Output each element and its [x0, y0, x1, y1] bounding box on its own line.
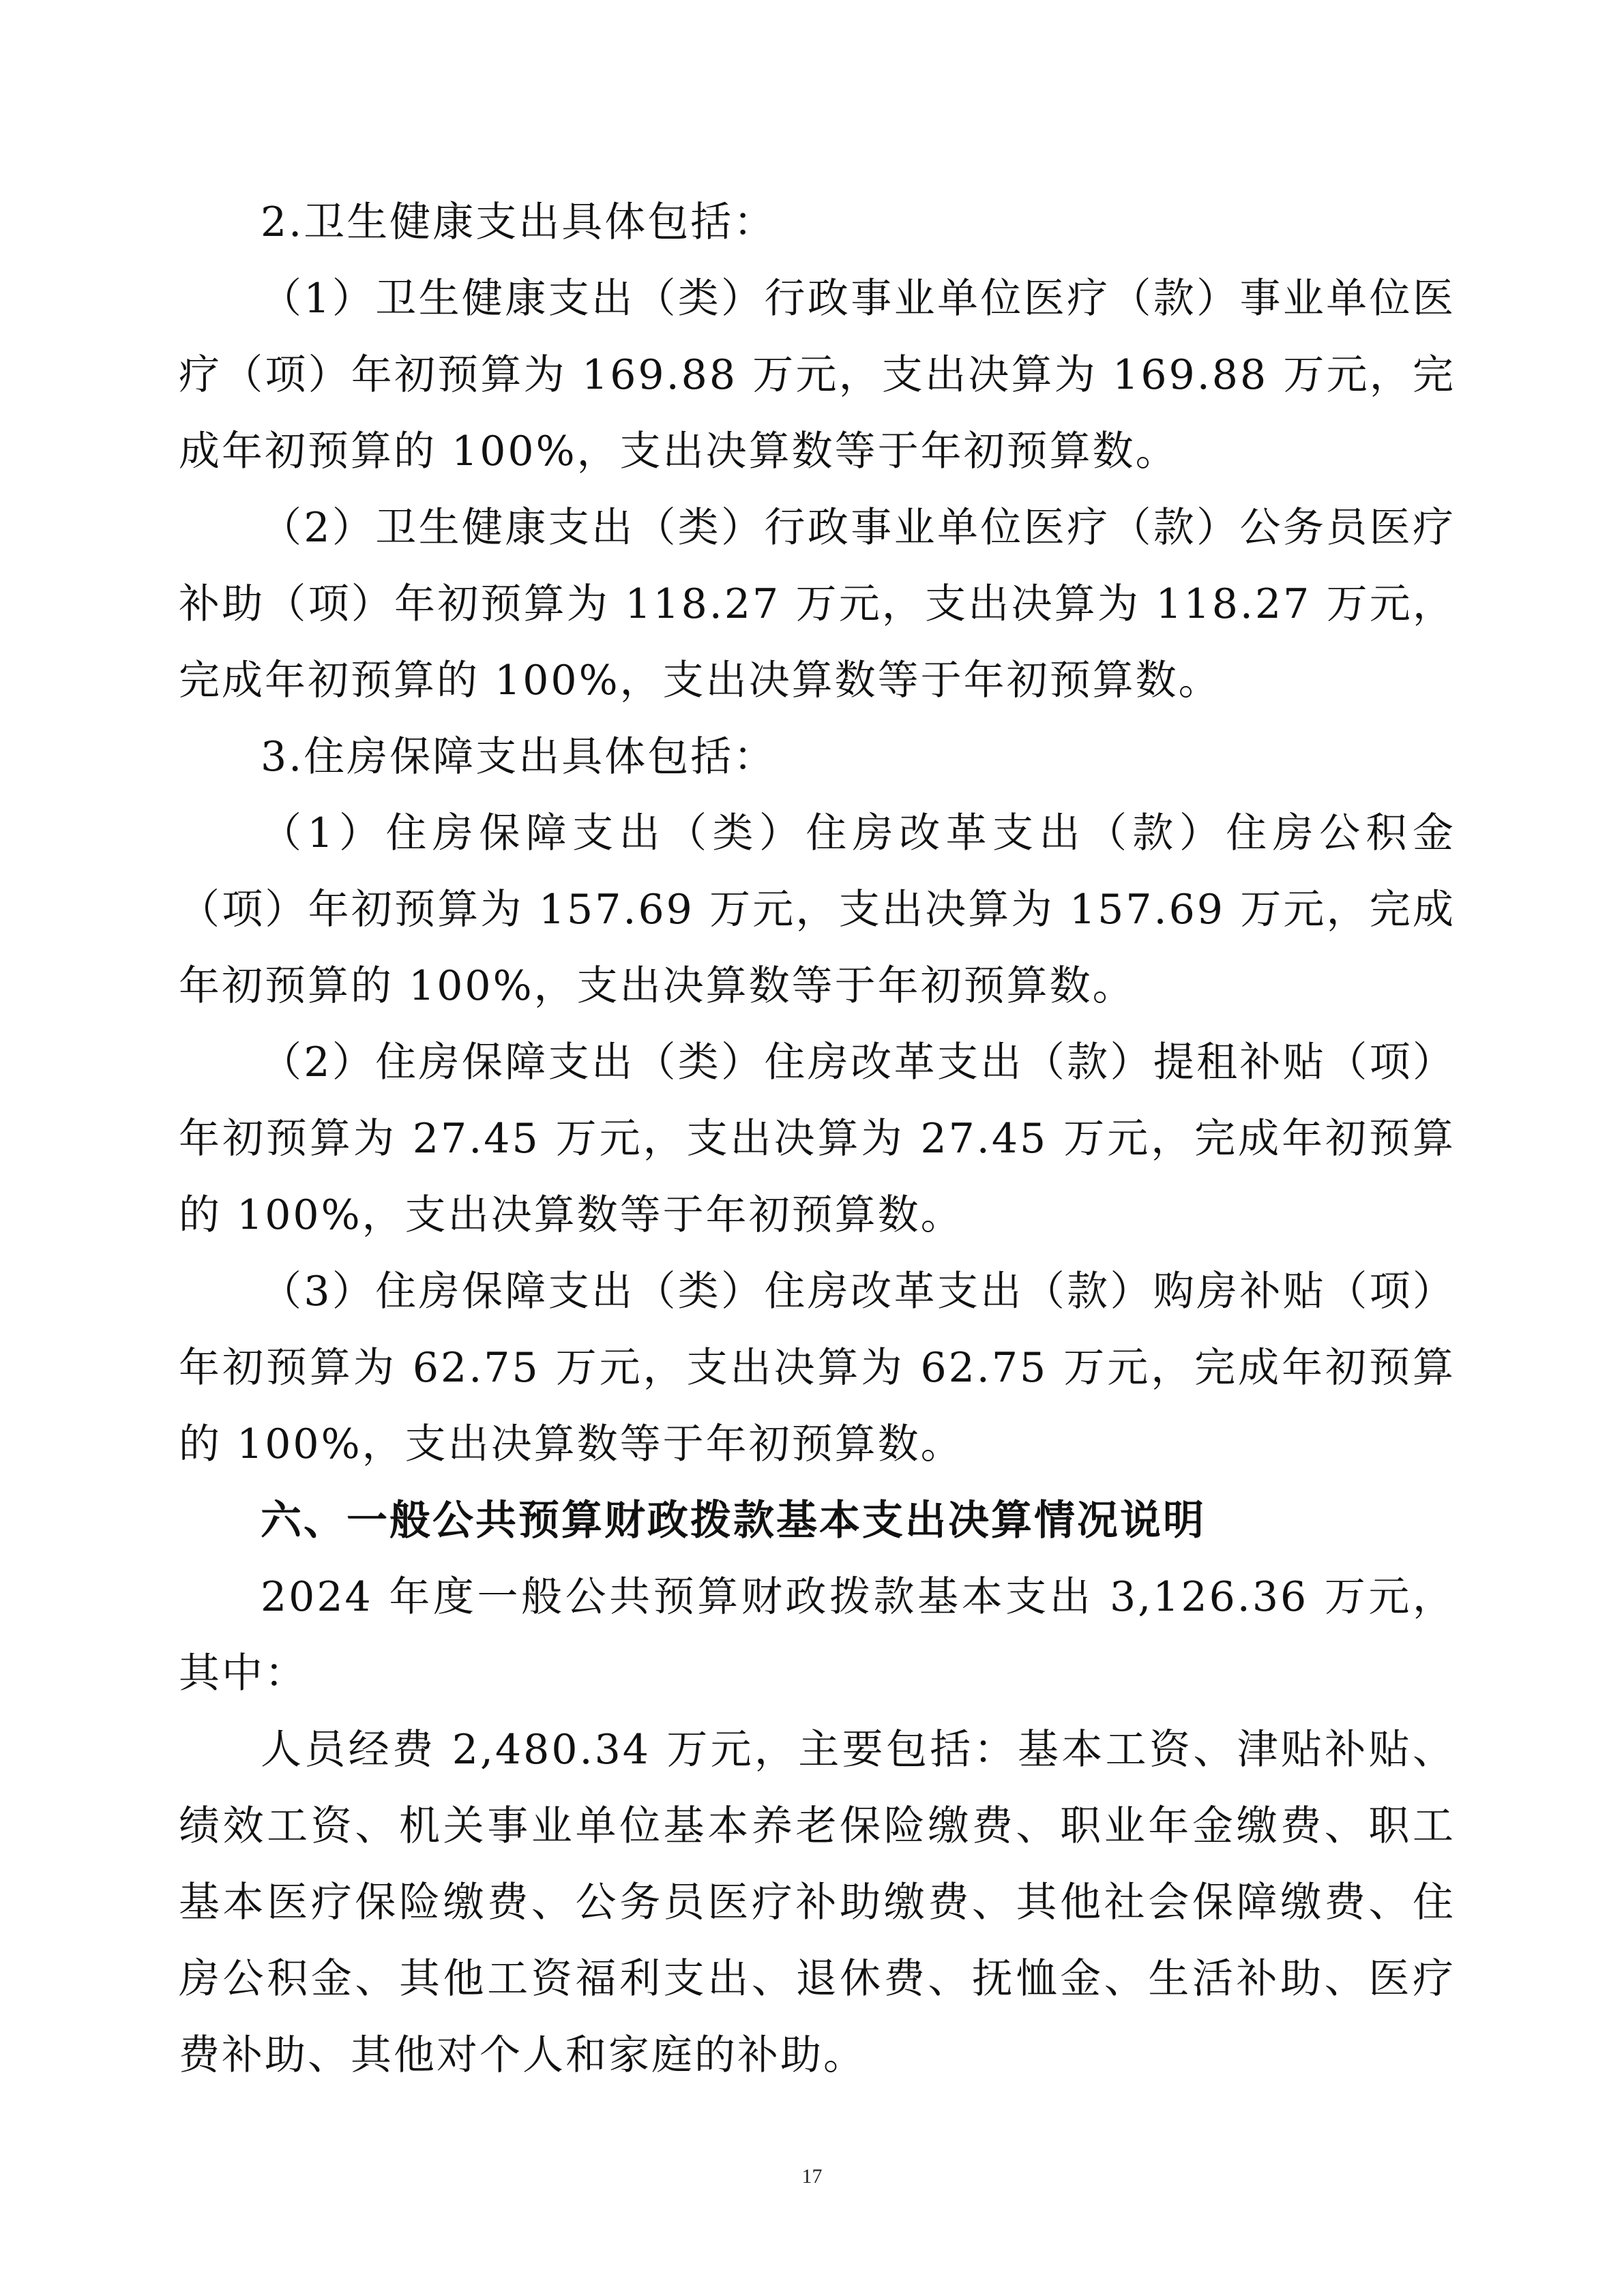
document-body [179, 184, 1456, 2093]
page-number: 17 [801, 2165, 823, 2188]
subsection-title-housing: 3.住房保障支出具体包括： [261, 733, 777, 781]
paragraph-housing-1: （1）住房保障支出（类）住房改革支出（款）住房公积金（项）年初预算为 157.69 万元，支出决算为 157.69 万元，完成年初预算的 100%，支出决算数等于年初预算数。 [179, 809, 1456, 1010]
section-heading: 六、一般公共预算财政拨款基本支出决算情况说明 [261, 1497, 1206, 1545]
paragraph-personnel-expenses: 人员经费 2,480.34 万元，主要包括：基本工资、津贴补贴、绩效工资、机关事业单位基本养老保险缴费、职业年金缴费、职工基本医疗保险缴费、公务员医疗补助缴费、其他社会保障缴费、住房公积金、其他工资福利支出、退休费、抚恤金、生活补助、医疗费补助、其他对个人和家庭的补助。 [179, 1726, 1456, 2079]
paragraph-basic-expenditure: 2024 年度一般公共预算财政拨款基本支出 3,126.36 万元，其中： [179, 1573, 1456, 1697]
subsection-title-health: 2.卫生健康支出具体包括： [261, 198, 777, 246]
paragraph-housing-2: （2）住房保障支出（类）住房改革支出（款）提租补贴（项）年初预算为 27.45 万元，支出决算为 27.45 万元，完成年初预算的 100%，支出决算数等于年初预算数。 [179, 1039, 1456, 1239]
paragraph-health-2: （2）卫生健康支出（类）行政事业单位医疗（款）公务员医疗补助（项）年初预算为 118.27 万元，支出决算为 118.27 万元，完成年初预算的 100%，支出决算数等于年初预算数。 [179, 504, 1456, 704]
paragraph-housing-3: （3）住房保障支出（类）住房改革支出（款）购房补贴（项）年初预算为 62.75 万元，支出决算为 62.75 万元，完成年初预算的 100%，支出决算数等于年初预算数。 [179, 1268, 1456, 1468]
paragraph-health-1: （1）卫生健康支出（类）行政事业单位医疗（款）事业单位医疗（项）年初预算为 169.88 万元，支出决算为 169.88 万元，完成年初预算的 100%，支出决算数等于年初预算数。 [179, 275, 1456, 475]
